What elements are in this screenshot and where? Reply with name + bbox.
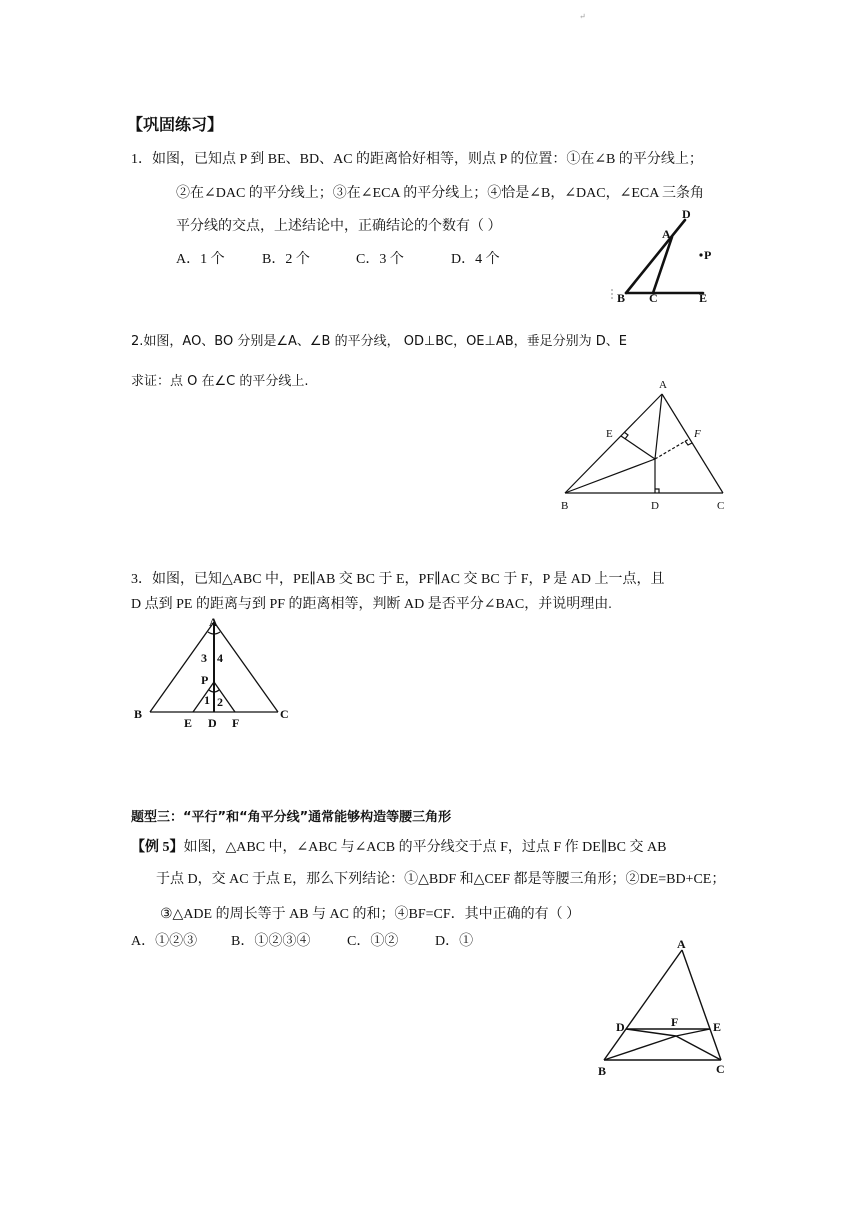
ex5-option-b: B．①②③④: [231, 934, 311, 949]
q3-label-2: 2: [217, 695, 223, 709]
q3-label-b: B: [134, 707, 143, 721]
q1-point-p: [699, 253, 702, 256]
q2-label-b: B: [561, 500, 569, 512]
q3-label-e: E: [184, 716, 193, 730]
ex5-figure: [590, 930, 740, 1080]
q1-line3: 平分线的交点，上述结论中，正确结论的个数有（ ）: [176, 219, 502, 234]
example5-line1: [131, 836, 666, 856]
q3-label-1: 1: [204, 693, 210, 707]
q1-label-d: D: [682, 207, 691, 221]
q2-label-d: D: [651, 500, 659, 512]
ex5-label-d: D: [616, 1020, 625, 1034]
q1-label-b: B: [617, 291, 626, 305]
ex5-option-c: C．①②: [347, 934, 399, 949]
q3-label-a: A: [209, 615, 218, 629]
q1-label-c: C: [649, 291, 658, 305]
q3-label-p: P: [201, 673, 209, 687]
q2-label-f: F: [694, 428, 701, 440]
q1-line2: ②在∠DAC 的平分线上；③在∠ECA 的平分线上；④恰是∠B，∠DAC，∠ECA 三条角: [176, 186, 705, 201]
q3-label-d: D: [208, 716, 217, 730]
q2-line2: 求证：点 O 在∠C 的平分线上.: [131, 374, 309, 389]
q3-label-4: 4: [217, 651, 223, 665]
q1-line1: 1．如图，已知点 P 到 BE、BD、AC 的距离恰好相等，则点 P 的位置：①在∠B 的平分线上；: [131, 152, 703, 167]
q3-label-f: F: [232, 716, 240, 730]
type3-title: 题型三：“平行”和“角平分线”通常能够构造等腰三角形: [131, 810, 452, 825]
ex5-label-b: B: [598, 1064, 607, 1078]
ex5-option-d: D．①: [435, 934, 474, 949]
q2-label-a: A: [659, 379, 667, 391]
q1-label-e: E: [699, 291, 708, 305]
example5-tag: 【例 5】: [131, 840, 184, 855]
q1-label-a: A: [662, 227, 671, 241]
q2-figure: [555, 375, 745, 515]
q3-figure: [130, 612, 300, 732]
section-title: 【巩固练习】: [127, 115, 224, 134]
ex5-label-c: C: [716, 1062, 725, 1076]
q2-label-e: E: [606, 428, 613, 440]
ex5-label-a: A: [677, 937, 686, 951]
q3-label-c: C: [280, 707, 289, 721]
q1-option-c: C．3 个: [356, 252, 404, 267]
q1-option-b: B．2 个: [262, 252, 310, 267]
q3-line2: D 点到 PE 的距离与到 PF 的距离相等，判断 AD 是否平分∠BAC，并说明理由.: [131, 597, 612, 612]
q1-figure: [610, 205, 730, 305]
q2-line1: 2.如图，AO、BO 分别是∠A、∠B 的平分线， OD⊥BC，OE⊥AB，垂足分别为 D、E: [131, 334, 628, 349]
ex5-label-e: E: [713, 1020, 722, 1034]
q1-option-a: A．1 个: [176, 252, 225, 267]
example5-text1: 如图，△ABC 中，∠ABC 与∠ACB 的平分线交于点 F，过点 F 作 DE∥BC 交 AB: [183, 840, 667, 855]
q3-line1: 3．如图，已知△ABC 中，PE∥AB 交 BC 于 E，PF∥AC 交 BC 于 F，P 是 AD 上一点，且: [131, 572, 665, 587]
paragraph-mark: ↵: [579, 12, 586, 21]
ex5-label-f: F: [671, 1015, 679, 1029]
q1-label-p: P: [704, 248, 712, 262]
q3-label-3: 3: [201, 651, 207, 665]
q2-label-c: C: [717, 500, 725, 512]
example5-line3: ③△ADE 的周长等于 AB 与 AC 的和；④BF=CF．其中正确的有（ ）: [160, 907, 581, 922]
ex5-option-a: A．①②③: [131, 934, 198, 949]
q1-option-d: D．4 个: [451, 252, 500, 267]
example5-line2: 于点 D，交 AC 于点 E，那么下列结论：①△BDF 和△CEF 都是等腰三角形；②DE=BD+CE；: [156, 872, 726, 887]
